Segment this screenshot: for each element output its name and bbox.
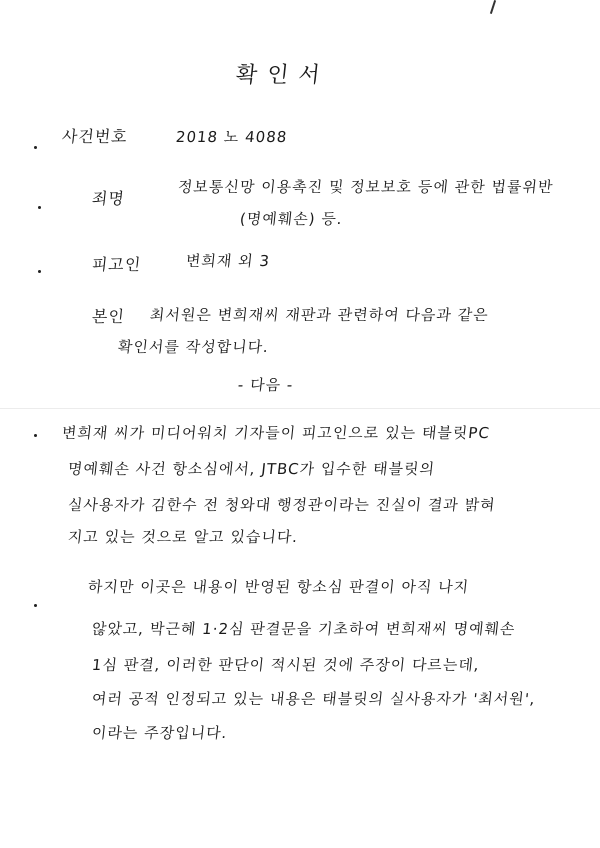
bullet-dot	[34, 434, 37, 437]
bullet-dot	[38, 206, 41, 209]
document-title: 확인서	[234, 63, 331, 88]
paragraph2-line: 1심 판결, 이러한 판단이 적시된 것에 주장이 다르는데,	[91, 656, 481, 674]
divider-heading: - 다음 -	[237, 376, 295, 394]
statement-label: 본인	[90, 307, 126, 326]
statement-line: 최서원은 변희재씨 재판과 관련하여 다음과 같은	[149, 306, 490, 324]
charge-label: 죄명	[90, 189, 126, 208]
paragraph2-line: 여러 공적 인정되고 있는 내용은 태블릿의 실사용자가 '최서원',	[91, 690, 537, 708]
charge-line: (명예훼손) 등.	[239, 210, 344, 228]
defendant-label: 피고인	[90, 255, 143, 274]
bullet-dot	[38, 270, 41, 273]
paragraph1-line: 실사용자가 김한수 전 청와대 행정관이라는 진실이 결과 밝혀	[67, 496, 497, 514]
paragraph1-line: 변희재 씨가 미디어워치 기자들이 피고인으로 있는 태블릿PC	[61, 424, 491, 442]
paragraph2-line: 않았고, 박근혜 1·2심 판결문을 기초하여 변희재씨 명예훼손	[91, 620, 517, 638]
paragraph2-line: 이라는 주장입니다.	[91, 724, 229, 742]
paragraph1-line: 지고 있는 것으로 알고 있습니다.	[67, 528, 300, 546]
paragraph2-line: 하지만 이곳은 내용이 반영된 항소심 판결이 아직 나지	[87, 578, 471, 596]
charge-line: 정보통신망 이용촉진 및 정보보호 등에 관한 법률위반	[177, 178, 555, 196]
case-number-label: 사건번호	[60, 127, 129, 146]
bullet-dot	[34, 146, 37, 149]
bullet-dot	[34, 604, 37, 607]
defendant-value: 변희재 외 3	[185, 252, 271, 270]
fold-line	[0, 408, 600, 409]
paragraph1-line: 명예훼손 사건 항소심에서, JTBC가 입수한 태블릿의	[67, 460, 436, 478]
case-number-value: 2018 노 4088	[175, 128, 289, 146]
statement-line: 확인서를 작성합니다.	[117, 338, 270, 356]
